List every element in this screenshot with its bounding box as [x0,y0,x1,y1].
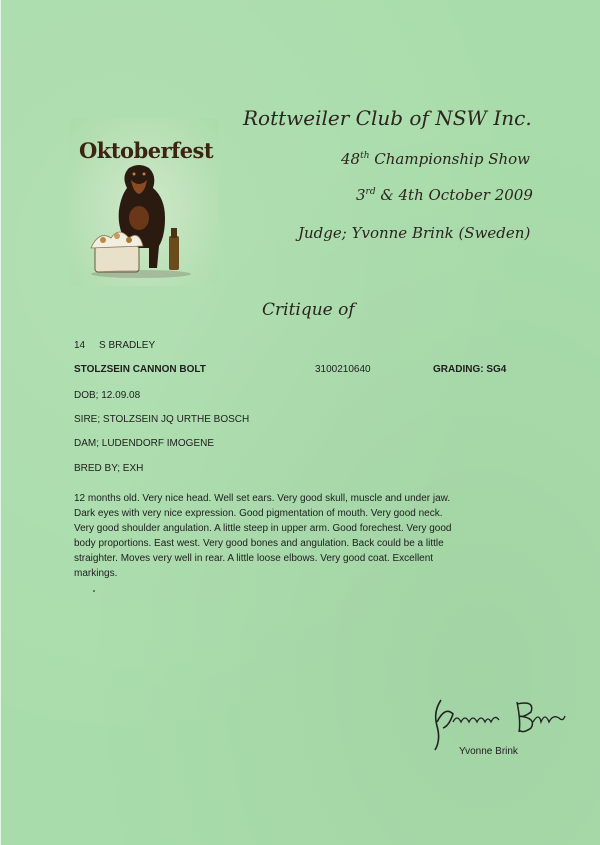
signatory-name: Yvonne Brink [459,746,518,757]
show-dates: 3rd & 4th October 2009 [356,186,533,204]
dam: DAM; LUDENDORF IMOGENE [74,438,215,449]
club-name: Rottweiler Club of NSW Inc. [243,106,532,130]
sire: SIRE; STOLZSEIN JQ URTHE BOSCH [74,414,250,425]
handwritten-signature [423,692,573,752]
rottweiler-with-beer-icon [69,118,219,286]
registration-number: 3100210640 [315,364,371,375]
critique-body [74,491,544,581]
critique-line: 12 months old. Very nice head. Well set ears. Very good skull, muscle and under jaw. [74,493,451,504]
stray-dot [93,590,95,592]
judge-line: Judge; Yvonne Brink (Sweden) [298,224,531,242]
critique-line: Very good shoulder angulation. A little steep in upper arm. Good forechest. Very good [74,523,452,534]
logo-title: Oktoberfest [79,138,214,163]
critique-line: straighter. Moves very well in rear. A little loose elbows. Very good coat. Excellent [74,553,434,564]
critique-line: markings. [74,568,118,579]
critique-heading: Critique of [262,300,355,320]
dog-name: STOLZSEIN CANNON BOLT [74,364,206,375]
grading: GRADING: SG4 [433,364,507,375]
critique-line: Dark eyes with very nice expression. Good pigmentation of mouth. Very good neck. [74,508,443,519]
critique-line: body proportions. East west. Very good bones and angulation. Back could be a little [74,538,444,549]
bred-by: BRED BY; EXH [74,463,144,474]
oktoberfest-logo [69,118,219,286]
date-of-birth: DOB; 12.09.08 [74,390,141,401]
show-name: 48th Championship Show [341,150,531,168]
owner-name: S BRADLEY [99,340,156,351]
exhibit-number: 14 [74,340,86,351]
